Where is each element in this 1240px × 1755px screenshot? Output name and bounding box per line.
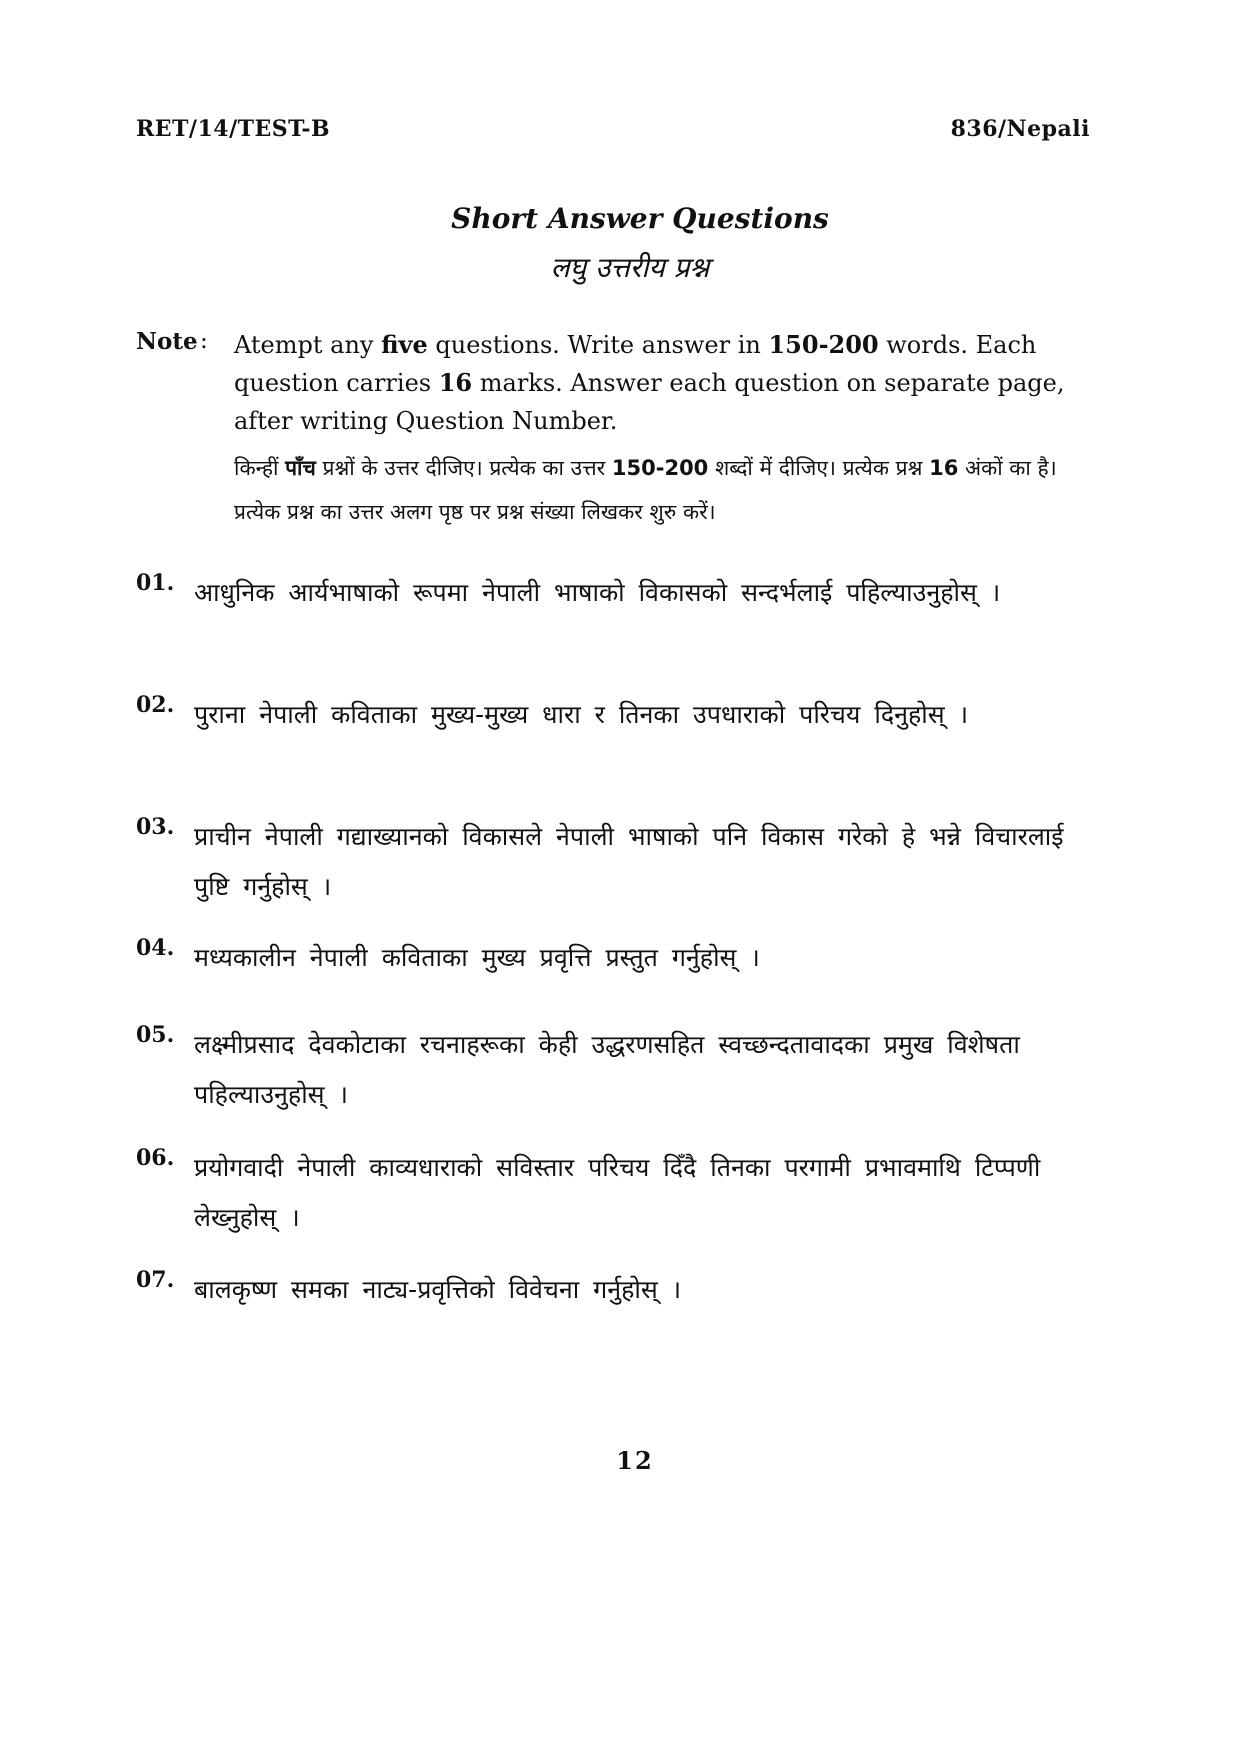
note-hi-text: अंकों का है। प्रत्येक प्रश्न का उत्तर अलग पृष्ठ पर प्रश्न संख्या लिखकर शुरु करें। [234,456,1057,524]
note-hindi [234,446,1104,534]
note-hi-text: प्रश्नों के उत्तर दीजिए। प्रत्येक का उत्तर [315,456,612,480]
note-hi-bold: 150-200 [611,456,709,480]
question-text: पुराना नेपाली कविताका मुख्य-मुख्य धारा र तिनका उपधाराको परिचय दिनुहोस् । [194,700,969,729]
note-hi-text: शब्दों में दीजिए। प्रत्येक प्रश्न [708,456,930,480]
question-number: 01. [136,570,175,596]
note-en-bold: 150-200 [768,330,879,359]
question-text: बालकृष्ण समका नाट्य-प्रवृत्तिको विवेचना गर्नुहोस् । [194,1275,682,1304]
paper-code: RET/14/TEST-B [136,116,331,142]
question-number: 07. [136,1267,175,1293]
question-number: 02. [136,692,175,718]
question-text: आधुनिक आर्यभाषाको रूपमा नेपाली भाषाको विकासको सन्दर्भलाई पहिल्याउनुहोस् । [194,578,1001,607]
note-colon: : [200,328,208,354]
note-en-bold: five [381,330,428,359]
question-text: मध्यकालीन नेपाली कविताका मुख्य प्रवृत्ति प्रस्तुत गर्नुहोस् । [194,943,760,972]
question-text: लक्ष्मीप्रसाद देवकोटाका रचनाहरूका केही उद्धरणसहित स्वच्छन्दतावादका प्रमुख विशेषता पहिल्याउनुहोस् । [194,1030,1020,1109]
note-english [234,326,1094,440]
note-en-text: questions. Write answer in [427,331,769,359]
question-number: 03. [136,814,175,840]
note-hi-bold: 16 [929,456,959,480]
question-text: प्राचीन नेपाली गद्याख्यानको विकासले नेपाली भाषाको पनि विकास गरेको हे भन्ने विचारलाई पुष्टि गर्नुहोस् । [194,822,1064,901]
section-title: Short Answer Questions [451,202,829,235]
subject-code: 836/Nepali [950,116,1090,142]
note-hi-bold: पाँच [285,456,316,480]
question-number: 05. [136,1022,175,1048]
note-hi-text: किन्हीं [234,456,286,480]
note-en-bold: 16 [438,368,473,397]
page-number: 12 [616,1446,654,1475]
section-subtitle: लघु उत्तरीय प्रश्न [550,251,710,284]
question-number: 06. [136,1145,175,1171]
question-text: प्रयोगवादी नेपाली काव्यधाराको सविस्तार परिचय दिँदै तिनका परगामी प्रभावमाथि टिप्पणी लेख्नुहोस् । [194,1153,1041,1232]
question-number: 04. [136,935,175,961]
note-en-text: words. Each question carries [234,331,1037,397]
note-en-text: Atempt any [234,331,382,359]
note-label: Note [136,328,198,355]
note-en-text: marks. Answer each question on separate page, after writing Question Number. [234,369,1065,435]
